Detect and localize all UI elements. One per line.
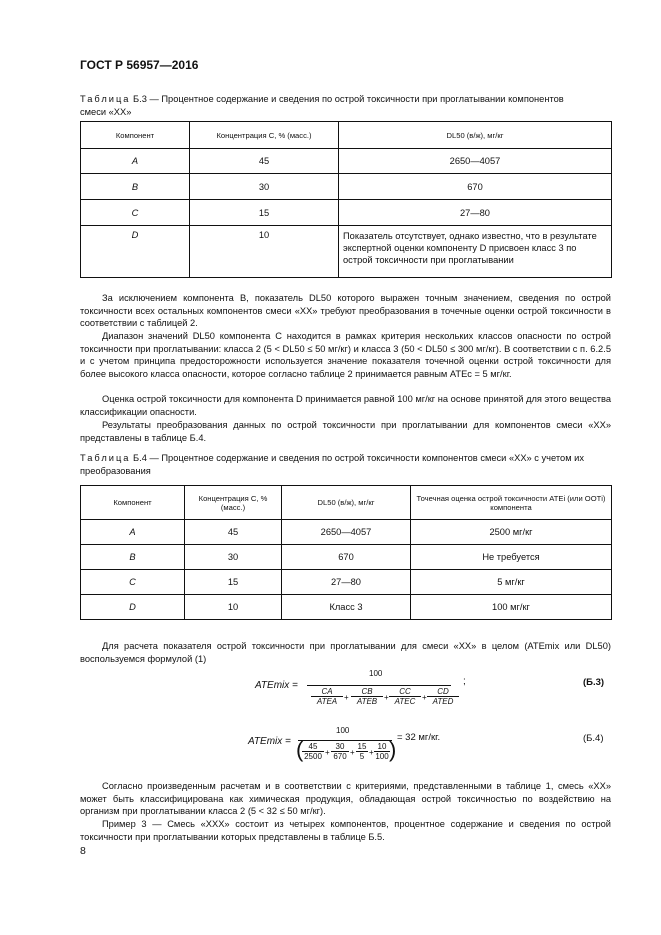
- term-denominator: ATEC: [389, 696, 421, 706]
- table-row: [81, 174, 612, 200]
- plus-sign: +: [422, 693, 427, 702]
- right-paren: ): [389, 737, 397, 762]
- term-denominator: 100: [375, 752, 389, 761]
- term-denominator: 5: [356, 751, 368, 761]
- table-cell: D: [81, 226, 190, 278]
- table-cell: 2500 мг/кг: [411, 520, 612, 545]
- table-cell: 5 мг/кг: [411, 570, 612, 595]
- table-row: [81, 226, 612, 278]
- table-cell: 30: [190, 174, 339, 200]
- table-cell: 15: [185, 570, 282, 595]
- formula-b3: [255, 669, 466, 722]
- formula-b4-term: [374, 742, 390, 761]
- formula-b3-main-bar: [307, 685, 451, 686]
- table-row: [81, 149, 612, 174]
- table4-header-dl: DL50 (в/ж), мг/кг: [282, 486, 411, 520]
- table-cell: B: [81, 174, 190, 200]
- document-header: ГОСТ Р 56957—2016: [80, 58, 199, 72]
- table-cell: C: [81, 200, 190, 226]
- term-denominator: ATEA: [311, 696, 343, 706]
- table-cell: 27—80: [282, 570, 411, 595]
- table-cell: Не требуется: [411, 545, 612, 570]
- paragraph-3: Оценка острой токсичности для компонента D принимается равной 100 мг/кг на основе принятой для этого вещества классификации опасности.: [80, 394, 611, 417]
- table-cell: 27—80: [339, 200, 612, 226]
- plus-sign: +: [344, 693, 349, 702]
- paragraph-1: За исключением компонента B, показатель DL50 которого выражен точным значением, сведения по острой токсичности всех остальных компонентов смеси «XX» требуют преобразования в точечные оценки острой токсичности в соответствии с таблицей 2.: [80, 293, 611, 329]
- plus-sign: +: [350, 748, 355, 757]
- paragraph-2: Диапазон значений DL50 компонента C находится в рамках критерия нескольких классов опасности по острой токсичности при проглатывании: класса 2 (5 < DL50 ≤ 50 мг/кг) и класса 3 (50 < DL50 ≤ 300 мг/кг). В соответствии с п. 6.2.5 и с учетом принципа предосторожности используется значение показателя точечной оценки острой токсичности для более высокого класса опасности, которое согласно таблице 2 принимается равным ATEc = 5 мг/кг.: [80, 331, 611, 379]
- table-cell: 30: [185, 545, 282, 570]
- formula-b4-term: [331, 742, 349, 761]
- formula-b3-number: (Б.3): [583, 677, 605, 688]
- table-row: [81, 520, 612, 545]
- formula-b4-main-bar: [298, 740, 392, 741]
- term-denominator: ATEB: [351, 696, 383, 706]
- table-row: [81, 200, 612, 226]
- paragraph-6: Согласно произведенным расчетам и в соответствии с критериями, представленными в таблице 1, смесь «XX» может быть классифицирована как химическая продукция, обладающая острой токсичностью по воздействию на организм при проглатывании класса 2 (5 < 32 ≤ 50 мг/кг).: [80, 781, 611, 817]
- table3-caption: [80, 93, 590, 119]
- term-numerator: CD: [437, 687, 449, 696]
- paragraph-7: Пример 3 — Смесь «XXX» состоит из четырех компонентов, процентное содержание и сведения по острой токсичности при проглатывании которых представлены в таблице Б.5.: [80, 819, 611, 842]
- formula-b4-numerator: 100: [336, 726, 350, 735]
- table-cell: 10: [190, 226, 339, 278]
- formula-b3-tail: ;: [463, 676, 466, 687]
- table4-caption-text: Б.4 — Процентное содержание и сведения по острой токсичности компонентов смеси «XX» с учетом их преобразования: [80, 453, 585, 476]
- page-number: 8: [80, 845, 86, 857]
- table4-header-conc: Концентрация C, % (масс.): [185, 486, 282, 520]
- table3-header-dl: DL50 (в/ж), мг/кг: [339, 122, 612, 149]
- table-cell: B: [81, 545, 185, 570]
- formula-b4-result: = 32 мг/кг.: [397, 732, 441, 743]
- paragraph-4: Результаты преобразования данных по острой токсичности при проглатывании для компонентов смеси «XX» представлены в таблице Б.4.: [80, 420, 611, 443]
- formula-b3-term: [427, 687, 459, 706]
- table-cell: 45: [190, 149, 339, 174]
- table3: [80, 121, 612, 278]
- term-numerator: CA: [321, 687, 333, 696]
- formula-b3-term: [351, 687, 383, 706]
- table-cell: Показатель отсутствует, однако известно, что в результате экспертной оценки компоненту D присвоен класс 3 по острой токсичности при проглатывании: [339, 226, 612, 278]
- formula-b3-lhs: ATEmix =: [255, 680, 298, 691]
- table-cell: 670: [282, 545, 411, 570]
- paragraph-5: Для расчета показателя острой токсичности при проглатывании для смеси «XX» в целом (ATEmix или DL50) воспользуемся формулой (1): [80, 641, 611, 664]
- table4: [80, 485, 612, 620]
- term-numerator: CB: [361, 687, 373, 696]
- term-numerator: 15: [357, 742, 367, 751]
- formula-b4-term: [302, 742, 324, 761]
- term-numerator: CC: [399, 687, 411, 696]
- table-cell: D: [81, 595, 185, 620]
- table-cell: 100 мг/кг: [411, 595, 612, 620]
- table-cell: A: [81, 520, 185, 545]
- term-denominator: 2500: [302, 751, 324, 761]
- term-denominator: ATED: [427, 696, 459, 706]
- table3-header-component: Компонент: [81, 122, 190, 149]
- term-numerator: 10: [377, 742, 387, 751]
- table-cell: 10: [185, 595, 282, 620]
- table-cell: 45: [185, 520, 282, 545]
- term-numerator: 45: [308, 742, 318, 751]
- table3-header-conc: Концентрация C, % (масс.): [190, 122, 339, 149]
- table-cell: 15: [190, 200, 339, 226]
- table-cell: Класс 3: [282, 595, 411, 620]
- plus-sign: +: [369, 748, 374, 757]
- formula-b4: [248, 727, 458, 777]
- table4-caption: [80, 452, 590, 478]
- table-cell: A: [81, 149, 190, 174]
- table-row: [81, 595, 612, 620]
- table4-header-component: Компонент: [81, 486, 185, 520]
- table-cell: 670: [339, 174, 612, 200]
- term-denominator: 670: [331, 751, 349, 761]
- table-row: [81, 570, 612, 595]
- formula-b3-term: [311, 687, 343, 706]
- table-row: [81, 545, 612, 570]
- table4-caption-lead: Таблица: [80, 453, 131, 463]
- formula-b3-term: [389, 687, 421, 706]
- table3-caption-lead: Таблица: [80, 94, 131, 104]
- term-numerator: 30: [335, 742, 345, 751]
- table-cell: 2650—4057: [339, 149, 612, 174]
- formula-b4-lhs: ATEmix =: [248, 736, 291, 747]
- formula-b4-number: (Б.4): [583, 733, 604, 744]
- table3-caption-text: Б.3 — Процентное содержание и сведения по острой токсичности при проглатывании компонентов смеси «XX»: [80, 94, 564, 117]
- left-paren: (: [296, 737, 304, 762]
- table-cell: C: [81, 570, 185, 595]
- plus-sign: +: [384, 693, 389, 702]
- table-cell: 2650—4057: [282, 520, 411, 545]
- table4-header-ate: Точечная оценка острой токсичности ATEi (или ООТi) компонента: [411, 486, 612, 520]
- formula-b4-term: [356, 742, 368, 761]
- formula-b3-numerator: 100: [369, 669, 383, 678]
- plus-sign: +: [325, 748, 330, 757]
